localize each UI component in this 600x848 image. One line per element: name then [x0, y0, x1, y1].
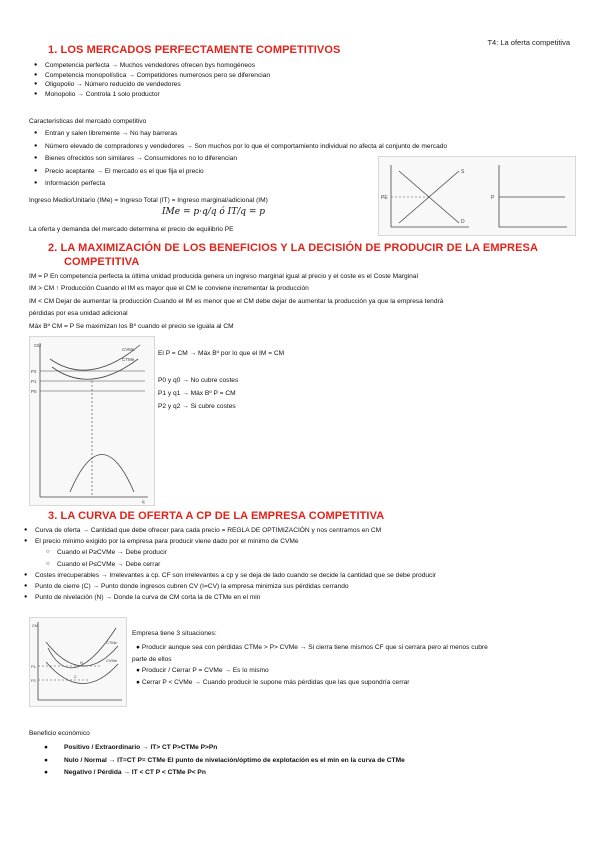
list-item: ● Punto de cierre (C) → Punto donde ingresos cubren CV (I=CV) la empresa minimiza sus pérdidas cerrando [24, 581, 436, 592]
section-3-body [24, 525, 436, 603]
oferta-line: La oferta y demanda del mercado determina el precio de equilibrio PE [29, 226, 234, 233]
list-item: ● Información perfecta [34, 179, 447, 189]
list-item: ● Número elevado de compradores y vendedores → Son muchos por lo que el comportamiento individual no afecta al conjunto de mercado [34, 142, 447, 152]
list-item: ● Punto de nivelación (N) → Donde la curva de CM corta la de CTMe en el min [24, 592, 436, 603]
closing-point-chart [30, 618, 126, 706]
list-item: ● Entran y salen libremente → No hay barreras [34, 129, 447, 139]
list-item [132, 677, 488, 689]
text-line: IM > CM ↑ Producción Cuando el IM es mayor que el CM le conviene incrementar la producción [29, 285, 309, 293]
list-bullet: ● [44, 744, 48, 751]
cm-label: CM [34, 343, 41, 348]
p-label: P [491, 195, 495, 201]
list-item: ○ Cuando el P≥CVMe → Debe producir [46, 547, 436, 558]
list-item: ● Curva de oferta → Cantidad que debe ofrecer para cada precio = REGLA DE OPTIMIZACIÓN y nos centramos en CM [24, 525, 436, 536]
cost-curves-figure [29, 336, 155, 506]
list-item-cont: parte de ellos [132, 655, 172, 663]
section-3-title: 3. LA CURVA DE OFERTA A CP DE LA EMPRESA COMPETITIVA [48, 510, 385, 522]
list-bullet: ● [136, 644, 142, 651]
doc-tag: T4: La oferta competitiva [487, 38, 570, 47]
text-line: IM = P En competencia perfecta la última unidad producida genera un ingreso marginal igual al precio y el coste es el Coste Marginal [29, 273, 418, 280]
list-bullet: ● [136, 667, 142, 674]
closing-point-figure [29, 617, 127, 707]
list-bullet: ● [44, 769, 48, 776]
list-item: ● Bienes ofrecidos son similares → Consumidores no lo diferencian [34, 154, 447, 164]
list-item [44, 755, 405, 768]
cvme-label: CVMe [122, 347, 135, 352]
list-item: ● Competencia monopolística → Competidores numerosos pero se diferencian [34, 71, 270, 81]
benefit-text: Nulo / Normal → IT=CT P= CTMe El punto de nivelación/óptimo de explotación es el min en la curva de CTMe [64, 756, 405, 764]
situation-text: Cerrar P < CVMe → Cuando producir le supone más pérdidas que las que supondría cerrar [141, 678, 410, 686]
list-item [44, 767, 405, 780]
q-axis-label: q [142, 499, 145, 504]
section-1-title: 1. LOS MERCADOS PERFECTAMENTE COMPETITIVOS [48, 44, 341, 56]
n-label: N [80, 660, 83, 665]
benefit-list [44, 742, 405, 780]
list-item: ● Monopolio → Controla 1 solo productor [34, 90, 270, 100]
text-line: Máx Bº CM = P Se maximizan los Bº cuando el precio se iguala al CM [29, 322, 234, 330]
list-bullet: ● [136, 678, 142, 686]
market-types-list [34, 61, 270, 99]
list-item [132, 642, 488, 654]
list-item: ○ Cuando el P≤CVMe → Debe cerrar [46, 559, 436, 570]
text-line: IM < CM Dejar de aumentar la producción Cuando el IM es menor que el CM debe dejar de aumentar la producción ya que la empresa tendrá [29, 297, 444, 305]
list-item: ● El precio mínimo exigido por la empresa para producir viene dado por el mínimo de CVMe [24, 536, 436, 547]
list-item [132, 665, 488, 677]
situations-title: Empresa tiene 3 situaciones: [132, 630, 217, 637]
section-2-body [29, 271, 443, 333]
right-line-1: El P = CM → Máx Bº por lo que el IM = CM [158, 350, 285, 357]
cost-curves-chart [30, 337, 154, 505]
characteristics-title: Características del mercado competitivo [29, 118, 147, 125]
benefit-text: Positivo / Extraordinario → IT> CT P>CTMe P>Pn [64, 744, 218, 751]
list-item: ● Oligopolio → Número reducido de vendedores [34, 80, 270, 90]
list-item: ● Costes irrecuperables → Irrelevantes a cp. CF son irrelevantes a cp y se deja de lado cuando se decide la cantidad que se debe producir [24, 570, 436, 581]
demand-label: D [461, 219, 465, 225]
c-label: C [74, 674, 77, 679]
pe-label: PE [381, 195, 388, 201]
section-2-title: 2. LA MAXIMIZACIÓN DE LOS BENEFICIOS Y LA DECISIÓN DE PRODUCIR DE LA EMPRESA [48, 242, 539, 254]
text-line: P1 y q1 → Máx Bº P = CM [158, 390, 236, 397]
cm-label: CM [32, 623, 39, 628]
ctme-label: CTMe [106, 640, 117, 645]
market-firm-figure [378, 156, 576, 236]
supply-label: S [461, 169, 465, 175]
market-firm-chart [379, 157, 575, 235]
p2-label: P2 [31, 369, 37, 374]
ctme-label: CTMe [122, 357, 135, 362]
situation-text: Producir / Cerrar P = CVMe → Es lo mismo [141, 667, 269, 674]
list-bullet: ● [44, 756, 48, 764]
list-item [44, 742, 405, 755]
profit-curve [70, 455, 134, 493]
ingreso-line: Ingreso Medio/Unitario (IMe) = Ingreso Total (IT) = Ingreso marginal/adicional (IM) [29, 197, 268, 204]
text-line: pérdidas por esa unidad adicional [29, 310, 128, 318]
right-lines [158, 374, 238, 413]
situations-list [132, 642, 488, 688]
text-line: P0 y q0 → No cubre costes [158, 377, 239, 384]
cvme-label: CVMe [106, 658, 118, 663]
p2-label: P2 [31, 678, 36, 683]
benefit-text: Negativo / Pérdida → IT < CT P < CTMe P< Pn [64, 769, 206, 776]
section-2-title-cont: COMPETITIVA [64, 256, 140, 268]
p1-label: P1 [31, 379, 37, 384]
ime-formula: IMe = p·q/q ó IT/q = p [162, 207, 266, 217]
list-item: ● Competencia perfecta → Muchos vendedores ofrecen bys homogéneos [34, 61, 270, 71]
p1-label: P1 [31, 664, 36, 669]
situation-text: Producir aunque sea con pérdidas CTMe > P> CVMe → Si cierra tiene mismos CF que si cerrara pero al menos cubre [141, 644, 488, 651]
list-item: ● Precio aceptante → El mercado es el que fija el precio [34, 167, 447, 177]
benefit-title: Beneficio económico [29, 730, 90, 737]
text-line: P2 y q2 → Si cubre costes [158, 403, 236, 410]
p0-label: P0 [31, 389, 37, 394]
